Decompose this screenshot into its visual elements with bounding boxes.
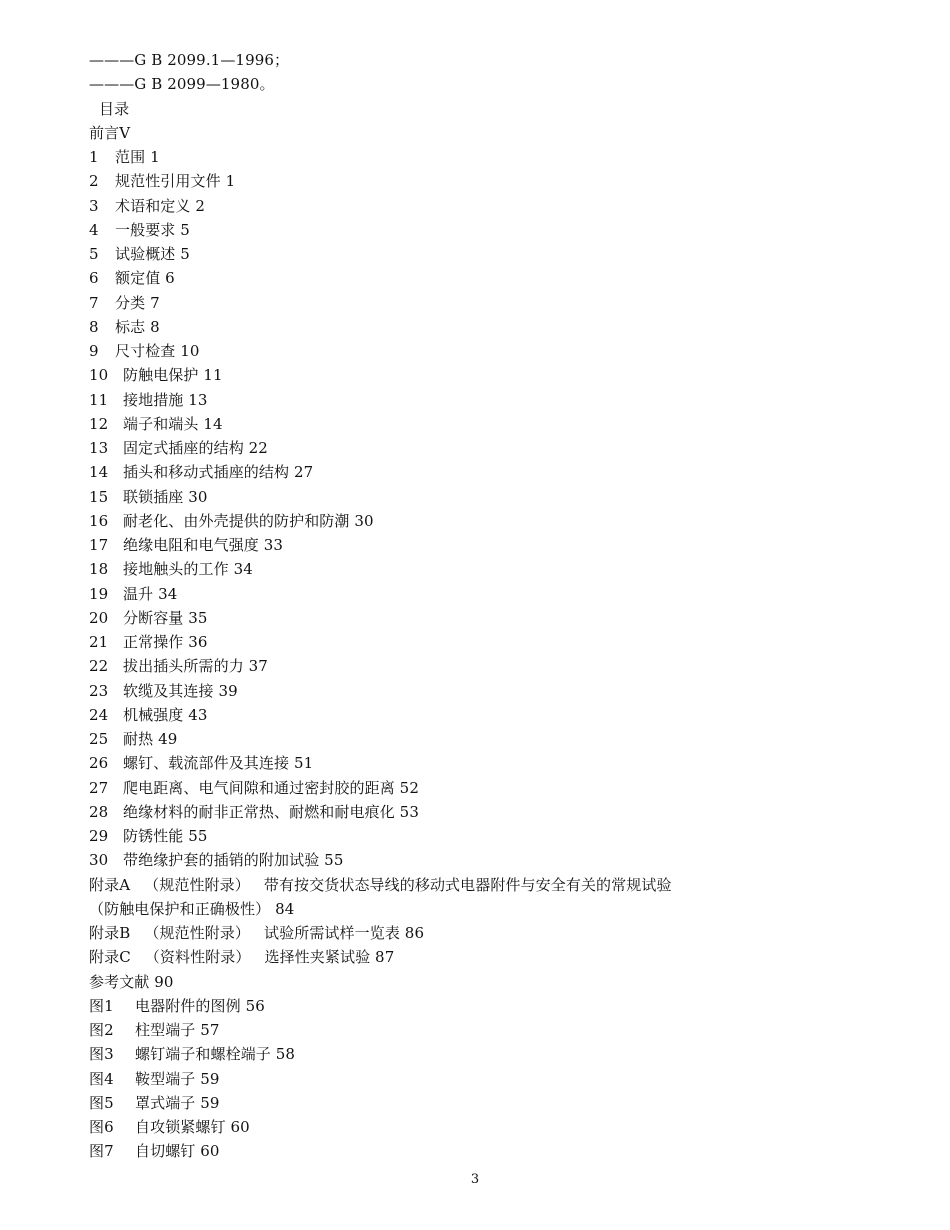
toc-section-item [89, 630, 849, 654]
toc-section-title: 端子和端头 14 [123, 414, 223, 433]
toc-section-item [89, 800, 849, 824]
toc-section-item [89, 291, 849, 315]
toc-section-title: 额定值 6 [115, 269, 175, 288]
toc-figure-label: 图3 [89, 1045, 114, 1064]
toc-section-number: 18 [89, 560, 109, 579]
toc-section-title: 机械强度 43 [123, 705, 208, 724]
toc-section-item [89, 703, 849, 727]
toc-figure-title: 螺钉端子和螺栓端子 58 [135, 1045, 296, 1064]
toc-appendix-item [89, 945, 849, 969]
toc-section-title: 接地触头的工作 34 [123, 560, 253, 579]
toc-appendices [89, 873, 849, 970]
toc-appendix-continuation: （防触电保护和正确极性） 84 [89, 899, 295, 918]
toc-section-title: 接地措施 13 [123, 390, 208, 409]
toc-section-number: 28 [89, 802, 109, 821]
toc-section-number: 5 [89, 245, 99, 263]
toc-section-item [89, 509, 849, 533]
toc-figure-label: 图7 [89, 1142, 114, 1161]
toc-section-title: 尺寸检查 10 [115, 342, 200, 360]
toc-section-number: 16 [89, 511, 109, 530]
toc-section-title: 耐热 49 [123, 730, 178, 748]
toc-section-number: 1 [89, 148, 99, 166]
toc-section-title: 范围 1 [115, 148, 160, 166]
toc-section-number: 13 [89, 439, 109, 457]
toc-appendix-label: 附录A [89, 875, 131, 894]
toc-section-title: 一般要求 5 [115, 220, 190, 239]
toc-section-title: 温升 34 [123, 584, 178, 603]
toc-section-number: 6 [89, 269, 99, 288]
toc-section-title: 耐老化、由外壳提供的防护和防潮 30 [123, 511, 374, 530]
toc-section-item [89, 751, 849, 775]
toc-figure-title: 柱型端子 57 [135, 1021, 220, 1039]
toc-section-title: 拔出插头所需的力 37 [123, 657, 268, 676]
toc-section-number: 10 [89, 366, 109, 385]
toc-appendix-type: （资料性附录） [144, 948, 251, 967]
toc-section-title: 爬电距离、电气间隙和通过密封胶的距离 52 [123, 778, 419, 797]
toc-figure-title: 罩式端子 59 [135, 1093, 220, 1112]
toc-section-item [89, 388, 849, 412]
toc-figure-label: 图6 [89, 1118, 114, 1136]
toc-section-number: 11 [89, 390, 109, 409]
toc-section-item [89, 485, 849, 509]
toc-section-title: 标志 8 [115, 317, 160, 336]
toc-section-item [89, 776, 849, 800]
toc-figure-item [89, 1139, 849, 1163]
toc-figure-title: 自切螺钉 60 [135, 1142, 220, 1161]
toc-section-number: 17 [89, 536, 109, 554]
toc-section-number: 29 [89, 827, 109, 845]
toc-appendix-title: 试验所需试样一览表 86 [264, 924, 425, 942]
toc-section-number: 12 [89, 414, 109, 433]
toc-section-number: 26 [89, 754, 109, 773]
toc-bibliography: 参考文献 90 [89, 972, 174, 991]
toc-section-title: 分类 7 [115, 293, 160, 312]
toc-section-item [89, 582, 849, 606]
toc-section-item [89, 145, 849, 169]
toc-section-item [89, 606, 849, 630]
toc-figure-item [89, 1042, 849, 1066]
toc-section-item [89, 412, 849, 436]
toc-section-item [89, 460, 849, 484]
toc-appendix-item [89, 873, 849, 897]
toc-section-item [89, 266, 849, 290]
toc-section-title: 术语和定义 2 [115, 196, 206, 215]
toc-section-title: 螺钉、载流部件及其连接 51 [123, 754, 314, 773]
toc-figure-label: 图2 [89, 1021, 114, 1039]
replaced-standard-line: ———G B 2099—1980。 [89, 75, 275, 94]
toc-section-item [89, 169, 849, 193]
toc-figure-label: 图4 [89, 1069, 114, 1088]
toc-figure-item [89, 994, 849, 1018]
toc-section-item [89, 242, 849, 266]
toc-sections [89, 145, 849, 873]
toc-section-item [89, 654, 849, 678]
toc-section-number: 20 [89, 608, 109, 627]
toc-section-number: 24 [89, 705, 109, 724]
toc-appendix-type: （规范性附录） [144, 924, 251, 942]
toc-section-number: 21 [89, 633, 109, 651]
toc-section-item [89, 218, 849, 242]
toc-figure-item [89, 1067, 849, 1091]
toc-section-item [89, 533, 849, 557]
toc-section-number: 4 [89, 220, 99, 239]
document-content [89, 48, 849, 1164]
toc-section-item [89, 436, 849, 460]
toc-section-title: 分断容量 35 [123, 608, 208, 627]
toc-appendix-label: 附录B [89, 924, 131, 942]
toc-section-item [89, 194, 849, 218]
toc-section-title: 防锈性能 55 [123, 827, 208, 845]
toc-figure-item [89, 1091, 849, 1115]
toc-section-item [89, 557, 849, 581]
toc-section-title: 绝缘材料的耐非正常热、耐燃和耐电痕化 53 [123, 802, 419, 821]
toc-section-number: 15 [89, 487, 109, 506]
toc-section-number: 27 [89, 778, 109, 797]
toc-section-title: 绝缘电阻和电气强度 33 [123, 536, 284, 554]
page-number: 3 [470, 1172, 480, 1187]
toc-section-title: 联锁插座 30 [123, 487, 208, 506]
toc-section-item [89, 727, 849, 751]
toc-figure-item [89, 1115, 849, 1139]
toc-section-item [89, 848, 849, 872]
toc-section-title: 插头和移动式插座的结构 27 [123, 463, 314, 482]
toc-section-number: 14 [89, 463, 109, 482]
toc-section-title: 正常操作 36 [123, 633, 208, 651]
toc-section-number: 2 [89, 172, 99, 191]
toc-section-title: 软缆及其连接 39 [123, 681, 238, 700]
toc-figure-title: 鞍型端子 59 [135, 1069, 220, 1088]
toc-section-title: 带绝缘护套的插销的附加试验 55 [123, 851, 344, 870]
toc-section-title: 固定式插座的结构 22 [123, 439, 268, 457]
toc-section-item [89, 339, 849, 363]
toc-figure-item [89, 1018, 849, 1042]
toc-figure-title: 电器附件的图例 56 [135, 996, 265, 1015]
toc-section-number: 30 [89, 851, 109, 870]
toc-heading: 目录 [99, 99, 130, 118]
toc-section-title: 规范性引用文件 1 [115, 172, 236, 191]
toc-section-item [89, 315, 849, 339]
toc-section-number: 25 [89, 730, 109, 748]
toc-figure-label: 图5 [89, 1093, 114, 1112]
toc-section-number: 7 [89, 293, 99, 312]
toc-section-number: 19 [89, 584, 109, 603]
toc-section-item [89, 679, 849, 703]
toc-figures [89, 994, 849, 1164]
toc-section-item [89, 824, 849, 848]
toc-figure-title: 自攻锁紧螺钉 60 [135, 1118, 250, 1136]
replaced-standard-line: ———G B 2099.1—1996； [89, 51, 290, 69]
toc-foreword: 前言Ⅴ [89, 123, 131, 142]
toc-appendix-title: 带有按交货状态导线的移动式电器附件与安全有关的常规试验 [263, 875, 672, 894]
toc-section-number: 9 [89, 342, 99, 360]
toc-section-item [89, 363, 849, 387]
toc-appendix-type: （规范性附录） [144, 875, 250, 894]
toc-section-number: 3 [89, 196, 99, 215]
toc-appendix-label: 附录C [89, 948, 131, 967]
toc-section-number: 23 [89, 681, 109, 700]
toc-section-title: 防触电保护 11 [123, 366, 223, 385]
toc-appendix-title: 选择性夹紧试验 87 [264, 948, 395, 967]
toc-section-number: 8 [89, 317, 99, 336]
toc-appendix-item [89, 921, 849, 945]
toc-section-number: 22 [89, 657, 109, 676]
toc-section-title: 试验概述 5 [115, 245, 190, 263]
toc-figure-label: 图1 [89, 996, 114, 1015]
